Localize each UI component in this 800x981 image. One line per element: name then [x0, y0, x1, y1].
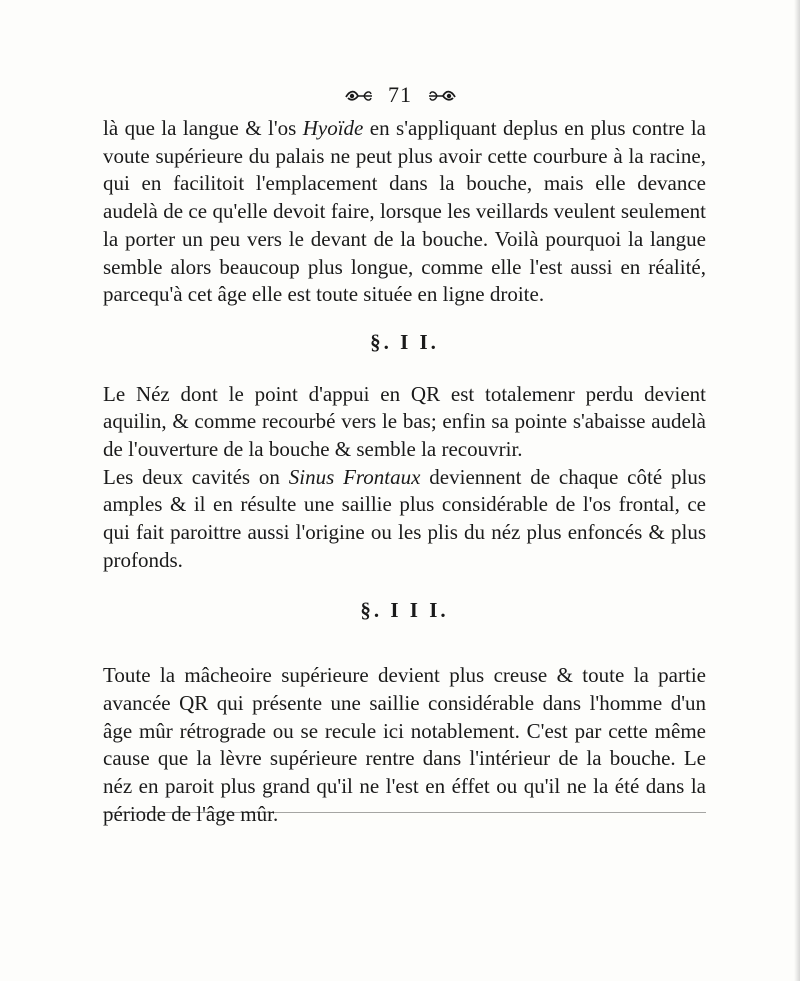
page-edge-shadow: [794, 0, 800, 981]
paragraph-4: Toute la mâcheoire supérieure devient plus creuse & toute la partie avancée QR qui présente une saillie considérable dans l'homme d'un âge mûr rétrograde ou se recule ici notablement. C'est par cette même cause que la lèvre supérieure rentre dans l'intérieur de la bouche. Le néz en paroit plus grand qu'il ne l'est en éffet ou qu'il ne la été dans la période de l'âge mûr.: [103, 663, 706, 826]
section-heading-2: §. I I.: [370, 329, 439, 354]
fleuron-right-icon: [427, 84, 457, 110]
italic-term-hyoide: Hyoïde: [302, 116, 364, 140]
paragraph-1: là que la langue & l'os Hyoïde en s'appliquant deplus en plus contre la voute supérieure du palais ne peut plus avoir cette courbure à la racine, qui en facilitoit l'emplacement dans la bouche, mais elle devance audelà de ce qu'elle devoit faire, lorsque les veillards veulent seulement la porter un peu vers le devant de la bouche. Voilà pourquoi la langue semble alors beaucoup plus longue, comme elle l'est aussi en réalité, parcequ'à cet âge elle est toute située en ligne droite.: [103, 116, 707, 307]
fleuron-left-icon: [344, 84, 374, 110]
page-header: [0, 82, 800, 110]
section-heading-3: §. I I I.: [360, 597, 449, 622]
page-number: 71: [388, 82, 412, 107]
italic-term-sinus-frontaux: Sinus Frontaux: [288, 464, 421, 489]
footnote-divider: [103, 812, 706, 813]
page-body: [103, 115, 706, 828]
paragraph-3: Les deux cavités on Sinus Frontaux deviennent de chaque côté plus amples & il en résulte une saillie plus considérable de l'os frontal, ce qui fait paroittre aussi l'origine ou les plis du néz plus enfoncés & plus profonds.: [103, 464, 706, 572]
paragraph-2: Le Néz dont le point d'appui en QR est totalemenr perdu devient aquilin, & comme recourbé vers le bas; enfin sa pointe s'abaisse audelà de l'ouverture de la bouche & semble la recouvrir.: [103, 381, 706, 462]
